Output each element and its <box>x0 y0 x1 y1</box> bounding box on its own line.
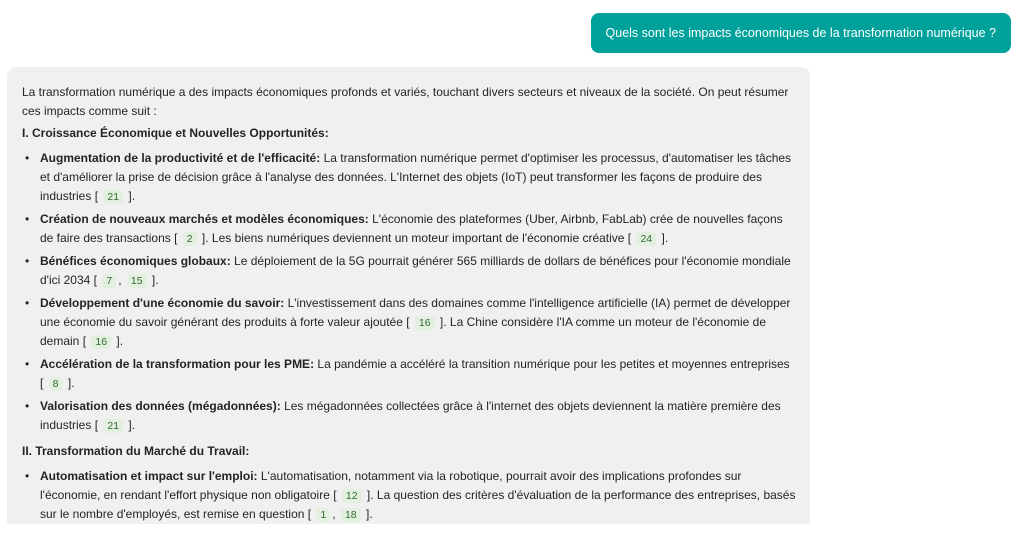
citation-bracket-close: ] <box>125 418 132 432</box>
citation-bracket-close: ] <box>64 376 72 390</box>
item-text: Le déploiement de la 5G pourrait générer 565 milliards de dollars de bénéfices pour l'économie mondiale d'ici 2034 <box>40 254 791 287</box>
citation-link[interactable]: 21 <box>103 419 123 433</box>
item-text: . Les biens numériques deviennent un moteur important de l'économie créative <box>205 231 628 245</box>
item-title: Bénéfices économiques globaux: <box>40 254 231 268</box>
user-message-bubble: Quels sont les impacts économiques de la transformation numérique ? <box>591 13 1011 53</box>
citation-link[interactable]: 24 <box>636 232 656 246</box>
bullet-icon: • <box>25 212 30 226</box>
item-text: . <box>131 189 136 203</box>
item-title: Valorisation des données (mégadonnées): <box>40 399 281 413</box>
assistant-sections <box>22 124 796 524</box>
citation-link[interactable]: 2 <box>183 232 197 246</box>
bullet-icon: • <box>25 469 30 483</box>
citation-link[interactable]: 16 <box>415 316 435 330</box>
item-text: . <box>119 334 124 348</box>
citation-bracket-open: [ <box>307 507 315 521</box>
citation-link[interactable]: 15 <box>127 274 147 288</box>
list-item <box>22 355 796 393</box>
bullet-icon: • <box>25 296 30 310</box>
citation-bracket-open: [ <box>406 315 413 329</box>
bullet-icon: • <box>25 357 30 371</box>
item-text: L'investissement dans des domaines comme l'intelligence artificielle (IA) permet de développer une économie du savoir générant des produits à forte valeur ajoutée <box>40 296 791 329</box>
list-item <box>22 210 796 248</box>
assistant-intro: La transformation numérique a des impacts économiques profonds et variés, touchant divers secteurs et niveaux de la société. On peut résumer ces impacts comme suit : <box>22 85 789 118</box>
citation-bracket-close: ] <box>363 488 371 502</box>
citation-bracket-close: ] <box>113 334 120 348</box>
citation-link[interactable]: 7 <box>102 274 116 288</box>
user-message-row <box>591 13 1011 53</box>
item-text: . La question des critères d'évaluation de la performance des entreprises, basés sur le nombre d'employés, est remise en question <box>40 488 796 521</box>
item-text: . <box>155 273 159 287</box>
citation-link[interactable]: 16 <box>91 335 111 349</box>
citation-link[interactable]: 21 <box>103 190 123 204</box>
item-title: Création de nouveaux marchés et modèles économiques: <box>40 212 369 226</box>
item-text: . <box>369 507 373 521</box>
item-text: . <box>131 418 136 432</box>
citation-bracket-close: ] <box>125 189 132 203</box>
list-item <box>22 467 796 524</box>
citation-bracket-open: [ <box>627 231 635 245</box>
citation-bracket-close: ] <box>362 507 370 521</box>
item-text: . La Chine considère l'IA comme un moteur de l'économie de demain <box>40 315 767 348</box>
citation-separator: , <box>118 273 125 287</box>
item-text: . <box>71 376 75 390</box>
bullet-list <box>22 467 796 524</box>
item-title: Augmentation de la productivité et de l'efficacité: <box>40 151 321 165</box>
citation-separator: , <box>332 507 339 521</box>
citation-link[interactable]: 8 <box>49 377 63 391</box>
list-item <box>22 149 796 206</box>
assistant-message-bubble <box>7 67 810 524</box>
citation-bracket-open: [ <box>94 189 102 203</box>
citation-link[interactable]: 1 <box>316 508 330 522</box>
item-title: Accélération de la transformation pour les PME: <box>40 357 315 371</box>
list-item <box>22 397 796 435</box>
item-text: La pandémie a accéléré la transition numérique pour les petites et moyennes entreprises <box>314 357 790 371</box>
item-text: L'économie des plateformes (Uber, Airbnb, FabLab) crée de nouvelles façons de faire des transactions <box>40 212 783 245</box>
item-title: Développement d'une économie du savoir: <box>40 296 285 310</box>
list-item <box>22 252 796 290</box>
item-text: La transformation numérique permet d'optimiser les processus, d'automatiser les tâches et d'améliorer la prise de décision grâce à l'analyse des données. L'Internet des objets (IoT) peut transformer les façons de produire des industries <box>40 151 792 203</box>
citation-bracket-open: [ <box>174 231 181 245</box>
item-title: Automatisation et impact sur l'emploi: <box>40 469 258 483</box>
citation-bracket-open: [ <box>82 334 90 348</box>
citation-bracket-open: [ <box>94 418 102 432</box>
citation-link[interactable]: 18 <box>341 508 361 522</box>
bullet-icon: • <box>25 399 30 413</box>
item-text: L'automatisation, notamment via la robotique, pourrait avoir des implications profondes sur l'économie, en rendant l'effort physique non obligatoire <box>40 469 742 502</box>
citation-link[interactable]: 12 <box>342 489 362 503</box>
citation-bracket-close: ] <box>436 315 444 329</box>
item-text: Les mégadonnées collectées grâce à l'internet des objets deviennent la matière première des industries <box>40 399 781 432</box>
citation-bracket-close: ] <box>198 231 206 245</box>
section-heading: I. Croissance Économique et Nouvelles Opportunités: <box>22 126 329 140</box>
citation-bracket-open: [ <box>40 376 47 390</box>
citation-bracket-close: ] <box>658 231 665 245</box>
section-heading: II. Transformation du Marché du Travail: <box>22 444 250 458</box>
item-text: . <box>664 231 669 245</box>
bullet-icon: • <box>25 151 30 165</box>
citation-bracket-close: ] <box>148 273 156 287</box>
bullet-icon: • <box>25 254 30 268</box>
bullet-list <box>22 149 796 435</box>
citation-bracket-open: [ <box>93 273 101 287</box>
citation-bracket-open: [ <box>333 488 340 502</box>
list-item <box>22 294 796 351</box>
